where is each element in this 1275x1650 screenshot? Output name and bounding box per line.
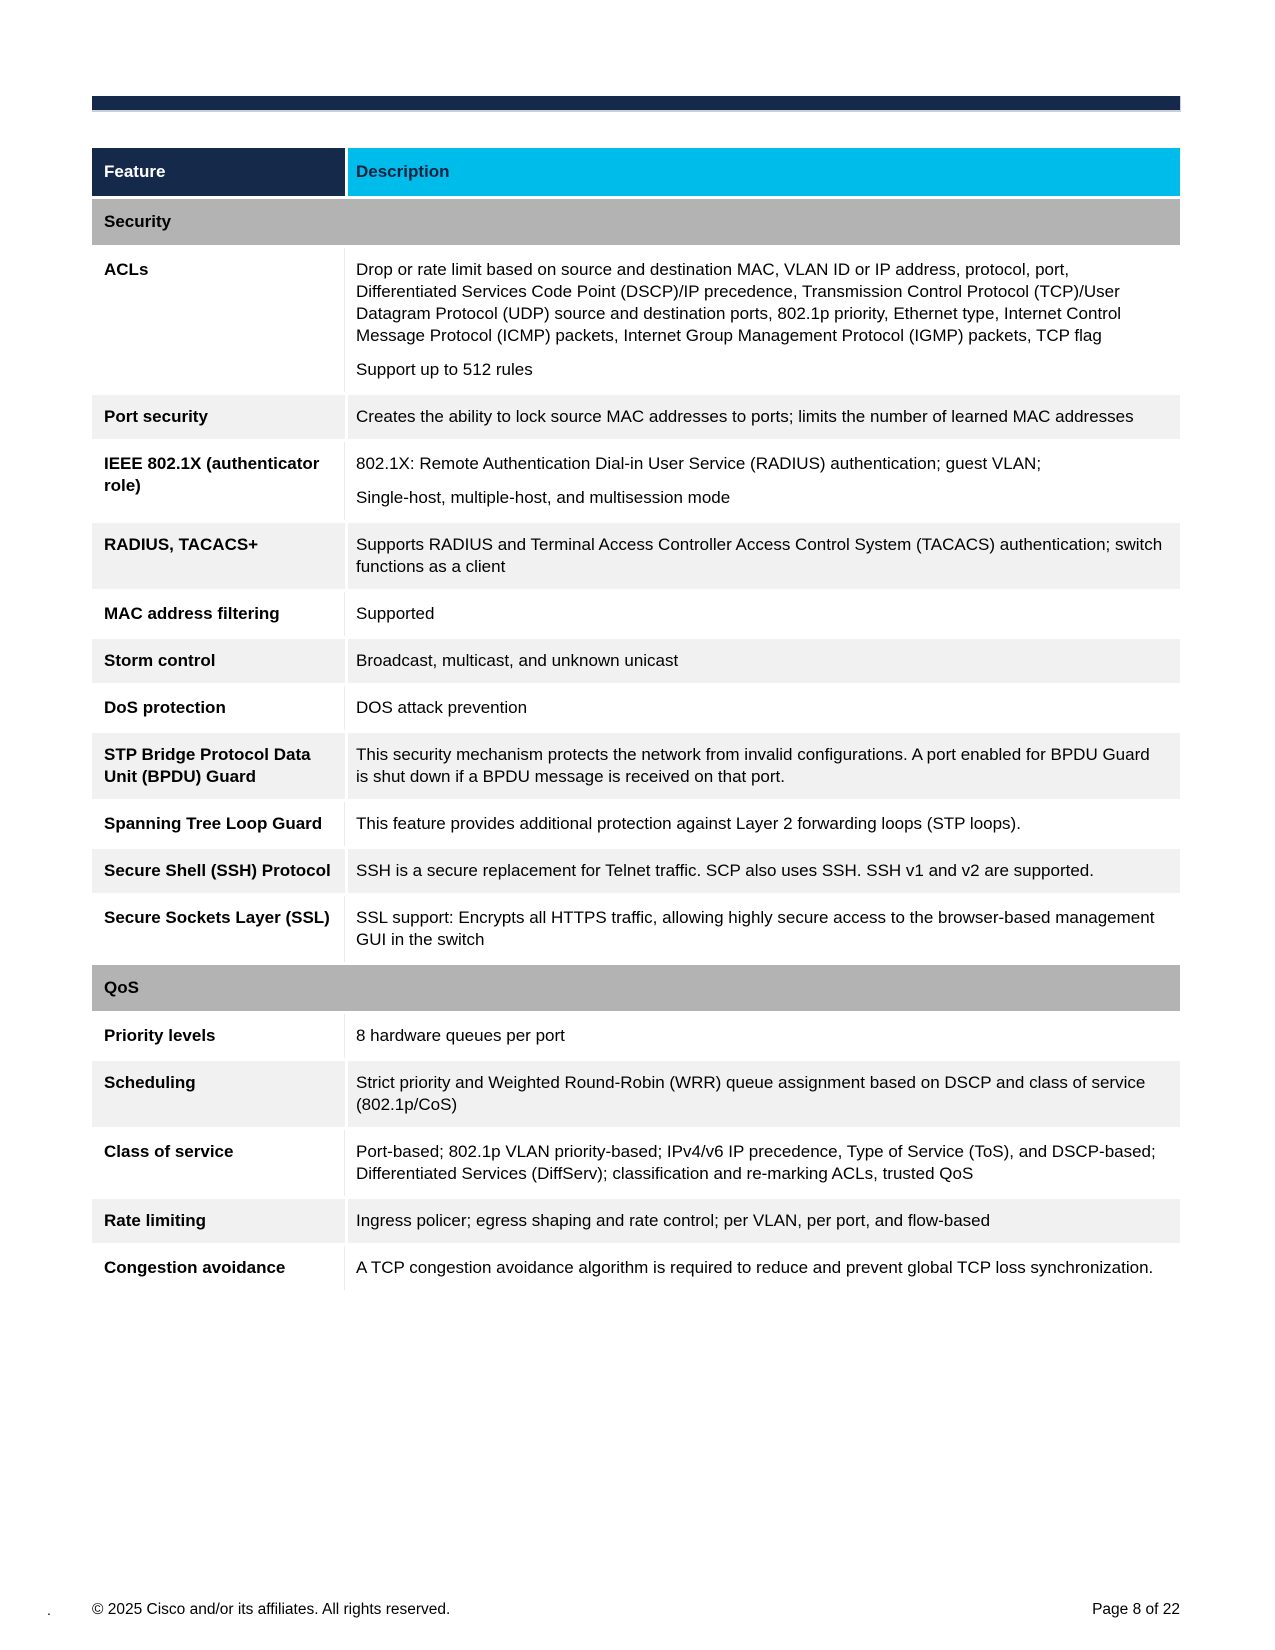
description-cell bbox=[348, 592, 1180, 636]
description-paragraph: Drop or rate limit based on source and destination MAC, VLAN ID or IP address, protocol, port, Differentiated Services Code Point (DSCP)/IP precedence, Transmission Control Protocol (TCP)/User Datagram Protocol (UDP) source and destination ports, 802.1p priority, Ethernet type, Internet Control Message Protocol (ICMP) packets, Internet Group Management Protocol (IGMP) packets, TCP flag bbox=[356, 260, 1122, 345]
description-paragraph: Port-based; 802.1p VLAN priority-based; IPv4/v6 IP precedence, Type of Service (ToS), and DSCP-based; Differentiated Services (DiffServ); classification and re-marking ACLs, trusted QoS bbox=[356, 1142, 1156, 1183]
description-cell bbox=[348, 442, 1180, 520]
description-paragraph: This security mechanism protects the network from invalid configurations. A port enabled for BPDU Guard is shut down if a BPDU message is received on that port. bbox=[356, 745, 1150, 786]
table-row-dos-protection bbox=[92, 686, 1180, 730]
table-header-row bbox=[92, 148, 1180, 196]
stray-period: . bbox=[47, 1602, 51, 1618]
table-row-radius-tacacs bbox=[92, 523, 1180, 589]
feature-cell: MAC address filtering bbox=[92, 592, 345, 636]
description-cell bbox=[348, 1246, 1180, 1290]
description-cell bbox=[348, 639, 1180, 683]
description-paragraph: This feature provides additional protection against Layer 2 forwarding loops (STP loops). bbox=[356, 814, 1021, 833]
table-row-stp-bridge-protocol-data-unit-bpdu-guard bbox=[92, 733, 1180, 799]
feature-cell: Priority levels bbox=[92, 1014, 345, 1058]
description-paragraph: 802.1X: Remote Authentication Dial-in User Service (RADIUS) authentication; guest VLAN; bbox=[356, 454, 1042, 473]
description-paragraph: Single-host, multiple-host, and multisession mode bbox=[356, 488, 731, 507]
page-footer bbox=[92, 1600, 1180, 1620]
description-cell bbox=[348, 686, 1180, 730]
description-cell bbox=[348, 1130, 1180, 1196]
description-paragraph: Support up to 512 rules bbox=[356, 360, 533, 379]
feature-cell: Secure Shell (SSH) Protocol bbox=[92, 849, 345, 893]
feature-table bbox=[89, 145, 1183, 1293]
description-paragraph: SSL support: Encrypts all HTTPS traffic, allowing highly secure access to the browser-based management GUI in the switch bbox=[356, 908, 1155, 949]
top-accent-bar bbox=[92, 96, 1181, 112]
description-cell bbox=[348, 849, 1180, 893]
feature-cell: Scheduling bbox=[92, 1061, 345, 1127]
description-paragraph: Broadcast, multicast, and unknown unicast bbox=[356, 651, 679, 670]
page-number: Page 8 of 22 bbox=[1092, 1601, 1180, 1618]
feature-cell: IEEE 802.1X (authenticator role) bbox=[92, 442, 345, 520]
description-paragraph: Ingress policer; egress shaping and rate control; per VLAN, per port, and flow-based bbox=[356, 1211, 991, 1230]
section-row-qos bbox=[92, 965, 1180, 1011]
table-row-secure-sockets-layer-ssl bbox=[92, 896, 1180, 962]
description-cell bbox=[348, 802, 1180, 846]
description-cell bbox=[348, 395, 1180, 439]
feature-cell: Port security bbox=[92, 395, 345, 439]
feature-cell: Secure Sockets Layer (SSL) bbox=[92, 896, 345, 962]
table-row-spanning-tree-loop-guard bbox=[92, 802, 1180, 846]
table-row-port-security bbox=[92, 395, 1180, 439]
description-column-header: Description bbox=[348, 148, 1180, 196]
description-paragraph: 8 hardware queues per port bbox=[356, 1026, 565, 1045]
feature-column-header: Feature bbox=[92, 148, 345, 196]
feature-cell: RADIUS, TACACS+ bbox=[92, 523, 345, 589]
table-row-mac-address-filtering bbox=[92, 592, 1180, 636]
description-paragraph: Strict priority and Weighted Round-Robin (WRR) queue assignment based on DSCP and class of service (802.1p/CoS) bbox=[356, 1073, 1146, 1114]
section-row-security bbox=[92, 199, 1180, 245]
feature-cell: Storm control bbox=[92, 639, 345, 683]
description-cell bbox=[348, 896, 1180, 962]
description-cell bbox=[348, 248, 1180, 392]
feature-cell: DoS protection bbox=[92, 686, 345, 730]
table-row-rate-limiting bbox=[92, 1199, 1180, 1243]
table-row-priority-levels bbox=[92, 1014, 1180, 1058]
description-paragraph: A TCP congestion avoidance algorithm is required to reduce and prevent global TCP loss synchronization. bbox=[356, 1258, 1154, 1277]
feature-cell: Congestion avoidance bbox=[92, 1246, 345, 1290]
copyright-text: © 2025 Cisco and/or its affiliates. All rights reserved. bbox=[92, 1601, 451, 1618]
description-cell bbox=[348, 1061, 1180, 1127]
description-cell bbox=[348, 733, 1180, 799]
feature-cell: STP Bridge Protocol Data Unit (BPDU) Guard bbox=[92, 733, 345, 799]
feature-table-body bbox=[92, 199, 1180, 1290]
description-cell bbox=[348, 1199, 1180, 1243]
feature-cell: Rate limiting bbox=[92, 1199, 345, 1243]
table-row-ieee-802-1x-authenticator-role bbox=[92, 442, 1180, 520]
description-cell bbox=[348, 1014, 1180, 1058]
table-row-storm-control bbox=[92, 639, 1180, 683]
feature-table-header bbox=[92, 148, 1180, 196]
table-row-class-of-service bbox=[92, 1130, 1180, 1196]
description-paragraph: Supports RADIUS and Terminal Access Controller Access Control System (TACACS) authentication; switch functions as a client bbox=[356, 535, 1163, 576]
description-paragraph: DOS attack prevention bbox=[356, 698, 528, 717]
feature-cell: Class of service bbox=[92, 1130, 345, 1196]
description-paragraph: Supported bbox=[356, 604, 435, 623]
table-row-secure-shell-ssh-protocol bbox=[92, 849, 1180, 893]
feature-cell: ACLs bbox=[92, 248, 345, 392]
table-row-congestion-avoidance bbox=[92, 1246, 1180, 1290]
description-paragraph: SSH is a secure replacement for Telnet traffic. SCP also uses SSH. SSH v1 and v2 are supported. bbox=[356, 861, 1094, 880]
table-row-scheduling bbox=[92, 1061, 1180, 1127]
description-cell bbox=[348, 523, 1180, 589]
section-title: QoS bbox=[92, 965, 1180, 1011]
feature-cell: Spanning Tree Loop Guard bbox=[92, 802, 345, 846]
section-title: Security bbox=[92, 199, 1180, 245]
table-row-acls bbox=[92, 248, 1180, 392]
description-paragraph: Creates the ability to lock source MAC addresses to ports; limits the number of learned MAC addresses bbox=[356, 407, 1134, 426]
